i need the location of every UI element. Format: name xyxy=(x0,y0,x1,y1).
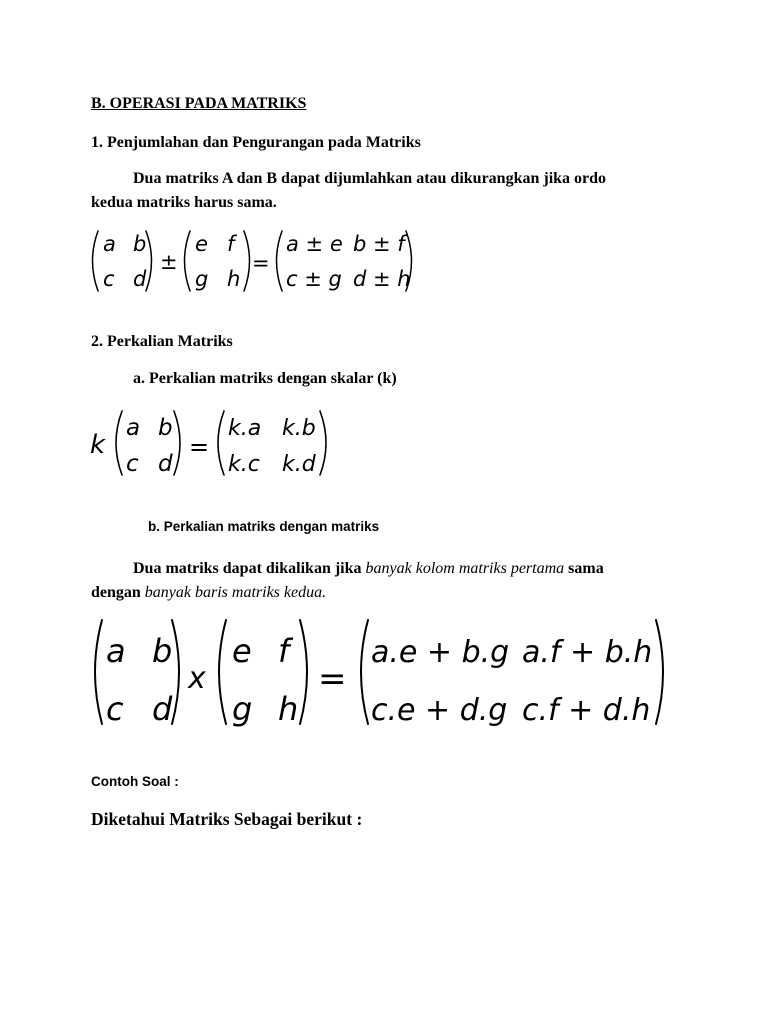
subsection-2a-title: a. Perkalian matriks dengan skalar (k) xyxy=(133,370,397,387)
right-paren xyxy=(172,620,179,724)
paragraph-2-line-2-emphasis: banyak baris matriks kedua. xyxy=(144,584,327,601)
matrix-entry: f xyxy=(227,232,235,256)
matrix-entry: d xyxy=(133,267,147,291)
left-paren xyxy=(93,231,99,291)
left-paren xyxy=(218,411,224,475)
subsection-2b-title: b. Perkalian matriks dengan matriks xyxy=(148,519,380,534)
matrix-entry: a xyxy=(103,232,116,256)
paragraph-2-line-2-text: dengan xyxy=(91,584,145,601)
equals-sign: = xyxy=(252,251,270,275)
matrix-entry: h xyxy=(227,267,241,291)
example-title: Contoh Soal : xyxy=(91,774,179,789)
matrix-entry: c.e + d.g xyxy=(371,693,508,728)
matrix-entry: a xyxy=(126,415,141,441)
matrix-entry: a.e + b.g xyxy=(371,635,510,670)
matrix-entry: b xyxy=(152,632,173,670)
matrix-multiplication-formula xyxy=(86,612,676,734)
matrix-entry: f xyxy=(278,632,290,670)
matrix-entry: c xyxy=(103,267,115,291)
addition-formula xyxy=(86,225,426,297)
left-paren xyxy=(361,620,368,724)
matrix-entry: b xyxy=(133,232,147,256)
scalar-multiplication-formula xyxy=(86,405,346,481)
subsection-1-title: 1. Penjumlahan dan Pengurangan pada Matriks xyxy=(91,134,421,151)
right-paren xyxy=(320,411,326,475)
matrix-entry: k.d xyxy=(282,452,316,477)
matrix-entry: a ± e xyxy=(286,232,343,256)
scalar-k: k xyxy=(90,430,106,460)
matrix-entry: h xyxy=(278,690,299,728)
matrix-entry: a.f + b.h xyxy=(522,635,653,670)
left-paren xyxy=(116,411,122,475)
matrix-entry: c xyxy=(106,690,124,728)
matrix-entry: k.c xyxy=(228,452,260,477)
section-title: B. OPERASI PADA MATRIKS xyxy=(91,95,307,112)
paragraph-1-line-1: Dua matriks A dan B dapat dijumlahkan atau dikurangkan jika ordo xyxy=(133,170,607,187)
right-paren xyxy=(174,411,180,475)
subsection-2-title: 2. Perkalian Matriks xyxy=(91,333,233,350)
matrix-entry: b xyxy=(158,415,173,441)
left-paren xyxy=(95,620,102,724)
matrix-entry: c.f + d.h xyxy=(522,693,651,728)
paragraph-2-line-1-text: Dua matriks dapat dikalikan jika xyxy=(133,560,366,577)
paragraph-2-line-1-end: sama xyxy=(564,560,604,577)
matrix-entry: d ± h xyxy=(353,267,411,291)
equals-sign: = xyxy=(189,433,210,461)
paragraph-2-line-1 xyxy=(133,557,604,581)
right-paren xyxy=(244,231,250,291)
matrix-entry: g xyxy=(195,267,209,291)
left-paren xyxy=(219,620,226,724)
right-paren xyxy=(146,231,152,291)
matrix-entry: b ± f xyxy=(353,232,405,256)
matrix-entry: e xyxy=(195,232,208,256)
matrix-entry: g xyxy=(232,690,253,728)
plus-minus-operator: ± xyxy=(160,250,178,274)
right-paren xyxy=(656,620,663,724)
left-paren xyxy=(185,231,191,291)
matrix-entry: d xyxy=(158,451,173,477)
equals-sign: = xyxy=(318,659,347,699)
matrix-entry: k.b xyxy=(282,416,316,441)
matrix-entry: e xyxy=(232,632,252,670)
matrix-entry: c xyxy=(126,451,139,477)
given-text: Diketahui Matriks Sebagai berikut : xyxy=(91,809,363,829)
matrix-entry: c ± g xyxy=(286,267,342,291)
paragraph-1-line-2: kedua matriks harus sama. xyxy=(91,194,277,211)
matrix-entry: k.a xyxy=(228,416,262,441)
times-operator: x xyxy=(188,661,206,696)
right-paren xyxy=(300,620,307,724)
paragraph-2-line-2 xyxy=(91,581,326,605)
left-paren xyxy=(277,231,283,291)
matrix-entry: a xyxy=(106,632,126,670)
matrix-entry: d xyxy=(152,690,173,728)
paragraph-2-line-1-emphasis: banyak kolom matriks pertama xyxy=(365,560,565,577)
